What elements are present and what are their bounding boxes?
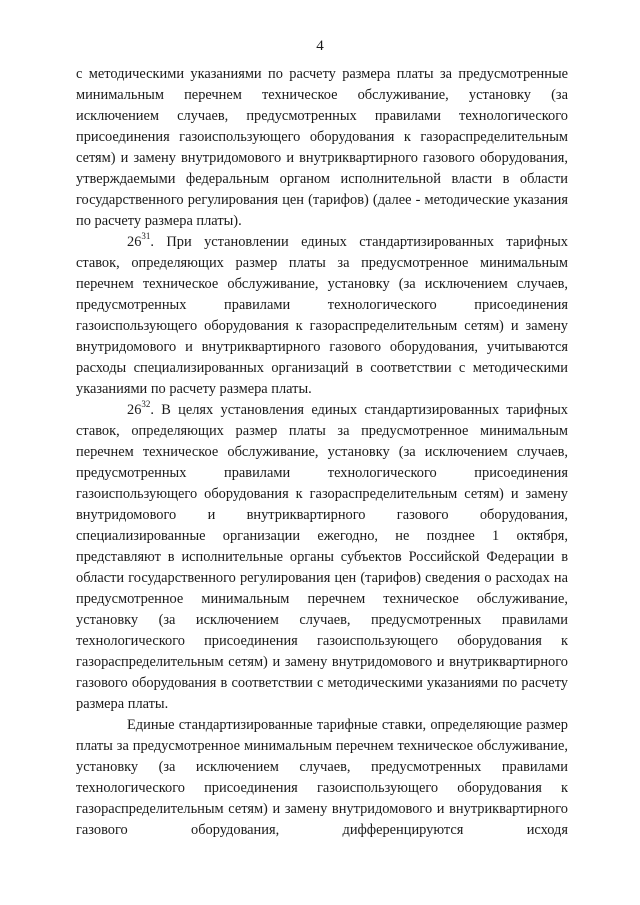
paragraph-26-32	[76, 400, 568, 715]
clause-superscript: 32	[141, 399, 151, 410]
paragraph-text: . При установлении единых стандартизированных тарифных ставок, определяющих размер платы за предусмотренное минимальным перечнем техническое обслуживание, установку (за исключением случаев, предусмотренных правилами технологического присоединения газоиспользующего оборудования к газораспределительным сетям) и замену внутридомового и внутриквартирного газового оборудования, учитываются расходы специализированных организаций в соответствии с методическими указаниями по расчету размера платы.	[76, 234, 568, 397]
page-number: 4	[316, 38, 324, 54]
paragraph-text: Единые стандартизированные тарифные ставки, определяющие размер платы за предусмотренное минимальным перечнем техническое обслуживание, установку (за исключением случаев, предусмотренных правилами технологического присоединения газоиспользующего оборудования к газораспределительным сетям) и замену внутридомового и внутриквартирного газового оборудования, дифференцируются исходя	[76, 717, 568, 838]
paragraph-26-31	[76, 232, 568, 400]
paragraph-text: с методическими указаниями по расчету размера платы за предусмотренные минимальным перечнем техническое обслуживание, установку (за исключением случаев, предусмотренных правилами технологического присоединения газоиспользующего оборудования к газораспределительным сетям) и замену внутридомового и внутриквартирного газового оборудования, утверждаемыми федеральным органом исполнительной власти в области государственного регулирования цен (тарифов) (далее - методические указания по расчету размера платы).	[76, 66, 568, 229]
clause-number: 26	[127, 402, 142, 418]
paragraph-continuation	[76, 64, 568, 232]
clause-superscript: 31	[141, 231, 151, 242]
clause-number: 26	[127, 234, 142, 250]
document-body	[76, 64, 568, 841]
paragraph-text: . В целях установления единых стандартизированных тарифных ставок, определяющих размер платы за предусмотренное минимальным перечнем техническое обслуживание, установку (за исключением случаев, предусмотренных правилами технологического присоединения газоиспользующего оборудования к газораспределительным сетям) и замену внутридомового и внутриквартирного газового оборудования, специализированные организации ежегодно, не позднее 1 октября, представляют в исполнительные органы субъектов Российской Федерации в области государственного регулирования цен (тарифов) сведения о расходах на предусмотренное минимальным перечнем техническое обслуживание, установку (за исключением случаев, предусмотренных правилами технологического присоединения газоиспользующего оборудования к газораспределительным сетям) и замену внутридомового и внутриквартирного газового оборудования в соответствии с методическими указаниями по расчету размера платы.	[76, 402, 568, 712]
paragraph-rates	[76, 715, 568, 841]
